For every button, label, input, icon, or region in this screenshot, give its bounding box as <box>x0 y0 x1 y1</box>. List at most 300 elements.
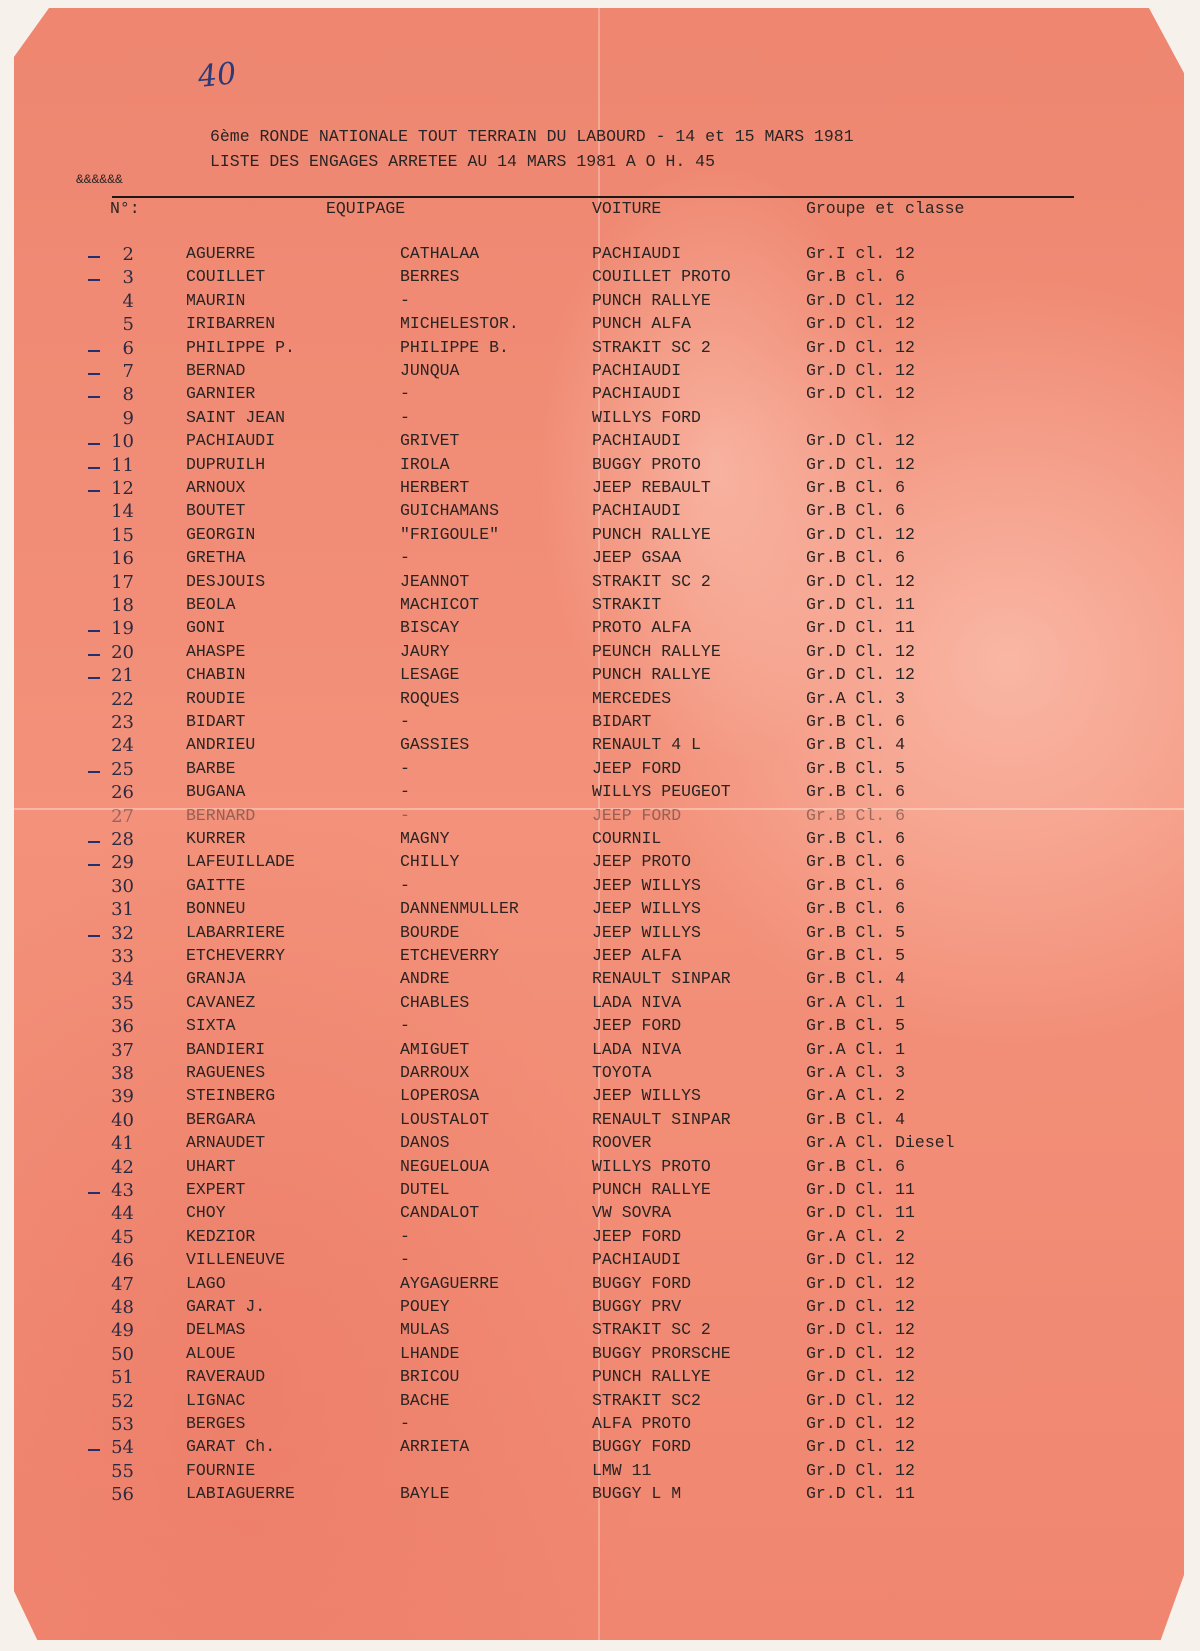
entry-number: 29 <box>111 852 134 874</box>
entry-codriver: BAYLE <box>400 1484 450 1504</box>
entry-group: Gr.B Cl. 5 <box>806 946 906 965</box>
entry-driver: SIXTA <box>186 1016 236 1036</box>
header-car: VOITURE <box>592 199 662 218</box>
entry-group: Gr.B Cl. 6 <box>806 829 906 848</box>
entry-driver: COUILLET <box>186 267 266 287</box>
entry-number: 38 <box>111 1063 134 1084</box>
entry-row <box>0 244 1200 267</box>
entry-codriver: MICHELESTOR. <box>400 314 519 334</box>
entry-driver: LAFEUILLADE <box>186 852 295 872</box>
entry-number: 8 <box>122 384 134 406</box>
entry-codriver: - <box>400 805 410 825</box>
entry-row <box>0 384 1200 407</box>
entry-car: JEEP WILLYS <box>592 1086 701 1106</box>
entry-group: Gr.B Cl. 6 <box>806 805 906 825</box>
entry-group: Gr.I cl. 12 <box>806 244 915 263</box>
entry-number: 34 <box>111 969 134 991</box>
title-line-1: 6ème RONDE NATIONALE TOUT TERRAIN DU LABOURD - 14 et 15 MARS 1981 <box>210 127 854 146</box>
entry-group: Gr.B Cl. 4 <box>806 969 906 989</box>
entry-row <box>0 1461 1200 1484</box>
entry-car: TOYOTA <box>592 1063 652 1082</box>
entry-group: Gr.D Cl. 12 <box>806 665 915 685</box>
entry-group: Gr.D Cl. 12 <box>806 1297 915 1316</box>
entry-codriver: - <box>400 548 410 568</box>
entry-codriver: CHILLY <box>400 852 460 872</box>
entry-group: Gr.A Cl. 2 <box>806 1226 906 1246</box>
entry-car: LADA NIVA <box>592 992 682 1012</box>
entry-row <box>0 478 1200 501</box>
entry-driver: BERNAD <box>186 361 246 380</box>
entry-car: STRAKIT SC 2 <box>592 337 711 357</box>
entry-codriver: "FRIGOULE" <box>400 524 500 544</box>
entry-number: 24 <box>111 735 134 757</box>
entry-car: BIDART <box>592 712 652 731</box>
entry-number: 26 <box>111 782 134 804</box>
entry-number: 41 <box>111 1133 134 1155</box>
entry-number: 33 <box>111 946 134 967</box>
entry-driver: BARBE <box>186 758 236 778</box>
entry-codriver: - <box>400 1414 410 1433</box>
entry-number: 28 <box>111 829 134 850</box>
entry-car: PEUNCH RALLYE <box>592 641 721 661</box>
entry-row <box>0 548 1200 571</box>
entry-group: Gr.B Cl. 6 <box>806 548 906 568</box>
entry-car: RENAULT 4 L <box>592 735 701 755</box>
entry-codriver: MACHICOT <box>400 595 480 614</box>
entry-group: Gr.B Cl. 4 <box>806 735 906 755</box>
entry-driver: PHILIPPE P. <box>186 337 295 357</box>
entry-driver: UHART <box>186 1156 236 1176</box>
entry-codriver: - <box>400 290 410 310</box>
entry-row <box>0 314 1200 337</box>
entry-codriver: JEANNOT <box>400 571 470 591</box>
entry-group: Gr.B Cl. 5 <box>806 922 906 942</box>
entry-codriver: IROLA <box>400 454 450 474</box>
entry-number: 30 <box>111 875 134 897</box>
entry-codriver: AMIGUET <box>400 1039 470 1059</box>
entry-row <box>0 431 1200 454</box>
entry-group: Gr.D Cl. 12 <box>806 361 915 380</box>
entry-number: 3 <box>122 267 134 289</box>
entry-codriver: - <box>400 875 410 895</box>
entry-car: PACHIAUDI <box>592 1250 682 1270</box>
entry-row <box>0 1320 1200 1343</box>
entry-codriver: LESAGE <box>400 665 460 685</box>
entry-group: Gr.D Cl. 12 <box>806 431 915 451</box>
entry-driver: ALOUE <box>186 1343 236 1363</box>
entry-car: PUNCH RALLYE <box>592 1367 711 1387</box>
entry-row <box>0 1063 1200 1086</box>
entry-number: 32 <box>111 922 134 944</box>
entry-car: LADA NIVA <box>592 1039 682 1059</box>
entry-driver: VILLENEUVE <box>186 1250 286 1270</box>
entry-group: Gr.D Cl. 12 <box>806 290 915 310</box>
entry-group: Gr.A Cl. 3 <box>806 1063 906 1082</box>
entry-number: 56 <box>111 1484 134 1506</box>
entry-codriver: CANDALOT <box>400 1203 480 1223</box>
entry-driver: ARNAUDET <box>186 1133 266 1153</box>
entry-group: Gr.D Cl. 12 <box>806 524 915 544</box>
entry-car: PACHIAUDI <box>592 244 682 263</box>
entry-row <box>0 1180 1200 1203</box>
entry-group: Gr.B cl. 6 <box>806 267 906 287</box>
entry-row <box>0 501 1200 524</box>
entry-row <box>0 759 1200 782</box>
entry-number: 53 <box>111 1414 134 1435</box>
entry-codriver: BISCAY <box>400 618 460 638</box>
entry-number: 42 <box>111 1156 134 1178</box>
entry-driver: MAURIN <box>186 290 246 310</box>
entry-codriver: DUTEL <box>400 1180 450 1199</box>
title-line-2: LISTE DES ENGAGES ARRETEE AU 14 MARS 1981 A O H. 45 <box>210 152 715 171</box>
entry-row <box>0 876 1200 899</box>
entry-row <box>0 572 1200 595</box>
entry-row <box>0 267 1200 290</box>
entry-row <box>0 1367 1200 1390</box>
entry-driver: BUGANA <box>186 782 246 802</box>
entry-group: Gr.D Cl. 12 <box>806 454 915 474</box>
entry-driver: DELMAS <box>186 1320 246 1340</box>
entry-number: 18 <box>111 595 134 616</box>
entry-group: Gr.D Cl. 12 <box>806 641 915 661</box>
entry-number: 36 <box>111 1016 134 1038</box>
entry-car: COUILLET PROTO <box>592 267 731 287</box>
entry-driver: RAGUENES <box>186 1063 266 1082</box>
entry-number: 15 <box>111 524 134 546</box>
entry-car: PACHIAUDI <box>592 384 682 404</box>
entry-number: 27 <box>111 805 134 827</box>
entry-codriver: CATHALAA <box>400 244 480 263</box>
entry-car: PUNCH RALLYE <box>592 524 711 544</box>
entry-number: 16 <box>111 548 134 570</box>
entry-row <box>0 1391 1200 1414</box>
entry-row <box>0 595 1200 618</box>
entry-row <box>0 525 1200 548</box>
entry-row <box>0 455 1200 478</box>
entry-group: Gr.D Cl. 11 <box>806 1203 915 1223</box>
entry-car: PUNCH RALLYE <box>592 665 711 685</box>
entry-number: 6 <box>122 337 134 359</box>
entry-row <box>0 1110 1200 1133</box>
entry-number: 17 <box>111 571 134 593</box>
entry-row <box>0 1157 1200 1180</box>
entry-codriver: LOPEROSA <box>400 1086 480 1106</box>
entry-group: Gr.D Cl. 12 <box>806 1320 915 1340</box>
entry-codriver: - <box>400 712 410 731</box>
entry-group: Gr.D Cl. 12 <box>806 1460 915 1480</box>
entry-codriver: - <box>400 1250 410 1270</box>
entry-row <box>0 829 1200 852</box>
entry-car: PROTO ALFA <box>592 618 692 638</box>
entry-car: BUGGY PROTO <box>592 454 701 474</box>
entry-driver: RAVERAUD <box>186 1367 266 1387</box>
entry-row <box>0 1484 1200 1507</box>
entry-codriver: BOURDE <box>400 922 460 942</box>
entry-driver: CAVANEZ <box>186 992 256 1012</box>
entry-group: Gr.B Cl. 6 <box>806 782 906 802</box>
entry-group: Gr.D Cl. 12 <box>806 1250 915 1270</box>
entry-row <box>0 735 1200 758</box>
entry-car: RENAULT SINPAR <box>592 1109 731 1129</box>
entry-number: 11 <box>111 454 134 476</box>
entry-number: 22 <box>111 688 134 710</box>
entry-row <box>0 291 1200 314</box>
entry-codriver: LHANDE <box>400 1343 460 1363</box>
entry-driver: BERGES <box>186 1414 246 1433</box>
entry-number: 21 <box>111 665 134 687</box>
entry-group: Gr.B Cl. 6 <box>806 501 906 521</box>
entry-group: Gr.D Cl. 12 <box>806 384 915 404</box>
entry-car: COURNIL <box>592 829 662 848</box>
entry-driver: FOURNIE <box>186 1460 256 1480</box>
entry-codriver: DARROUX <box>400 1063 470 1082</box>
entry-row <box>0 1227 1200 1250</box>
entry-driver: GAITTE <box>186 875 246 895</box>
entry-number: 45 <box>111 1226 134 1248</box>
entry-car: WILLYS PEUGEOT <box>592 782 731 802</box>
entry-number: 2 <box>122 244 134 265</box>
entry-group: Gr.A Cl. 1 <box>806 992 906 1012</box>
header-rule <box>112 196 1074 198</box>
entry-row <box>0 1040 1200 1063</box>
entry-group: Gr.D Cl. 11 <box>806 618 915 638</box>
entry-car: JEEP FORD <box>592 758 682 778</box>
entry-row <box>0 618 1200 641</box>
entry-number: 55 <box>111 1460 134 1482</box>
entry-codriver: BERRES <box>400 267 460 287</box>
entry-car: BUGGY PRV <box>592 1297 682 1316</box>
entry-group: Gr.B Cl. 6 <box>806 875 906 895</box>
entry-group: Gr.A Cl. Diesel <box>806 1133 955 1153</box>
entry-number: 37 <box>111 1039 134 1061</box>
entry-number: 51 <box>111 1367 134 1389</box>
handwritten-page-number: 40 <box>196 56 238 95</box>
entry-row <box>0 1414 1200 1437</box>
entry-codriver: MULAS <box>400 1320 450 1340</box>
entry-driver: GARNIER <box>186 384 256 404</box>
entry-driver: LABIAGUERRE <box>186 1484 295 1504</box>
entry-group: Gr.B Cl. 6 <box>806 852 906 872</box>
entry-car: JEEP GSAA <box>592 548 682 568</box>
entry-car: STRAKIT <box>592 595 662 614</box>
entry-driver: DESJOUIS <box>186 571 266 591</box>
entry-car: BUGGY FORD <box>592 1437 692 1457</box>
entry-row <box>0 408 1200 431</box>
corner-marks: &&&&&& <box>76 172 123 187</box>
entry-number: 10 <box>111 431 134 453</box>
entry-number: 46 <box>111 1250 134 1272</box>
entry-group: Gr.D Cl. 12 <box>806 1367 915 1387</box>
entry-driver: BONNEU <box>186 899 246 919</box>
entry-row <box>0 1274 1200 1297</box>
entry-number: 31 <box>111 899 134 921</box>
entry-driver: ARNOUX <box>186 478 246 497</box>
entry-group: Gr.B Cl. 6 <box>806 712 906 731</box>
entry-codriver: LOUSTALOT <box>400 1109 490 1129</box>
entry-group: Gr.D Cl. 12 <box>806 571 915 591</box>
entry-number: 49 <box>111 1320 134 1342</box>
entry-number: 35 <box>111 992 134 1014</box>
entry-group: Gr.D Cl. 12 <box>806 314 915 334</box>
entry-number: 14 <box>111 501 134 523</box>
entry-codriver: MAGNY <box>400 829 450 848</box>
entry-codriver: AYGAGUERRE <box>400 1273 500 1293</box>
entry-row <box>0 689 1200 712</box>
entry-driver: STEINBERG <box>186 1086 276 1106</box>
entry-row <box>0 852 1200 875</box>
entry-car: BUGGY FORD <box>592 1273 692 1293</box>
entry-row <box>0 1437 1200 1460</box>
document-title <box>210 124 854 174</box>
entry-car: STRAKIT SC2 <box>592 1390 701 1410</box>
entry-codriver: JAURY <box>400 641 450 661</box>
entry-group: Gr.D Cl. 11 <box>806 1484 915 1504</box>
entry-codriver: GRIVET <box>400 431 460 451</box>
entry-codriver: DANNENMULLER <box>400 899 519 919</box>
entry-car: JEEP FORD <box>592 1226 682 1246</box>
entry-driver: GARAT J. <box>186 1297 266 1316</box>
entry-car: ROOVER <box>592 1133 652 1153</box>
entry-codriver: GUICHAMANS <box>400 501 500 521</box>
entry-driver: PACHIAUDI <box>186 431 276 451</box>
entry-group: Gr.A Cl. 2 <box>806 1086 906 1106</box>
entry-row <box>0 712 1200 735</box>
entry-codriver: - <box>400 384 410 404</box>
entry-row <box>0 993 1200 1016</box>
entry-group: Gr.A Cl. 3 <box>806 688 906 708</box>
entry-driver: BOUTET <box>186 501 246 521</box>
entry-driver: ANDRIEU <box>186 735 256 755</box>
entry-codriver: PHILIPPE B. <box>400 337 509 357</box>
entry-row <box>0 1203 1200 1226</box>
entry-number: 5 <box>122 314 134 336</box>
entry-group: Gr.D Cl. 12 <box>806 1414 915 1433</box>
entry-number: 12 <box>111 478 134 499</box>
entry-car: VW SOVRA <box>592 1203 672 1223</box>
entry-car: RENAULT SINPAR <box>592 969 731 989</box>
entry-number: 50 <box>111 1343 134 1365</box>
entry-driver: BIDART <box>186 712 246 731</box>
entry-car: LMW 11 <box>592 1460 652 1480</box>
entry-number: 52 <box>111 1390 134 1412</box>
entry-driver: BERGARA <box>186 1109 256 1129</box>
entry-row <box>0 923 1200 946</box>
entry-codriver: ARRIETA <box>400 1437 470 1457</box>
entry-row <box>0 1297 1200 1320</box>
entry-group: Gr.D Cl. 12 <box>806 1390 915 1410</box>
entry-driver: IRIBARREN <box>186 314 276 334</box>
entry-driver: CHOY <box>186 1203 226 1223</box>
entry-row <box>0 338 1200 361</box>
entry-car: WILLYS PROTO <box>592 1156 711 1176</box>
entry-number: 25 <box>111 758 134 780</box>
entry-group: Gr.B Cl. 6 <box>806 478 906 497</box>
entry-car: WILLYS FORD <box>592 407 701 427</box>
entry-row <box>0 665 1200 688</box>
entry-group: Gr.B Cl. 5 <box>806 1016 906 1036</box>
entry-codriver: BACHE <box>400 1390 450 1410</box>
entry-row <box>0 782 1200 805</box>
entry-driver: AGUERRE <box>186 244 256 263</box>
entry-car: BUGGY PRORSCHE <box>592 1343 731 1363</box>
entry-car: PACHIAUDI <box>592 361 682 380</box>
entry-car: BUGGY L M <box>592 1484 682 1504</box>
entry-driver: LABARRIERE <box>186 922 286 942</box>
entry-number: 19 <box>111 618 134 640</box>
entry-row <box>0 1086 1200 1109</box>
entry-codriver: - <box>400 1226 410 1246</box>
entry-number: 47 <box>111 1273 134 1295</box>
entry-row <box>0 642 1200 665</box>
entry-group: Gr.D Cl. 11 <box>806 1180 915 1199</box>
entry-group: Gr.B Cl. 5 <box>806 758 906 778</box>
entry-row <box>0 1016 1200 1039</box>
entry-codriver: JUNQUA <box>400 361 460 380</box>
entry-number: 39 <box>111 1086 134 1108</box>
entry-row <box>0 806 1200 829</box>
entry-codriver: POUEY <box>400 1297 450 1316</box>
entry-number: 7 <box>122 361 134 382</box>
entry-driver: BEOLA <box>186 595 236 614</box>
entry-group: Gr.B Cl. 4 <box>806 1109 906 1129</box>
entry-driver: GRANJA <box>186 969 246 989</box>
header-group: Groupe et classe <box>806 199 965 218</box>
entry-group: Gr.D Cl. 12 <box>806 1273 915 1293</box>
entry-group: Gr.D Cl. 12 <box>806 1343 915 1363</box>
entry-codriver: CHABLES <box>400 992 470 1012</box>
entry-driver: BANDIERI <box>186 1039 266 1059</box>
entry-car: JEEP ALFA <box>592 946 682 965</box>
entry-driver: SAINT JEAN <box>186 407 286 427</box>
entry-number: 40 <box>111 1109 134 1131</box>
entry-car: JEEP FORD <box>592 1016 682 1036</box>
entry-codriver: NEGUELOUA <box>400 1156 490 1176</box>
entry-codriver: - <box>400 407 410 427</box>
entry-car: JEEP WILLYS <box>592 875 701 895</box>
entry-driver: AHASPE <box>186 641 246 661</box>
entry-driver: KURRER <box>186 829 246 848</box>
entry-car: JEEP PROTO <box>592 852 692 872</box>
entry-driver: ETCHEVERRY <box>186 946 286 965</box>
entry-codriver: HERBERT <box>400 478 470 497</box>
entry-row <box>0 1133 1200 1156</box>
entry-car: PACHIAUDI <box>592 501 682 521</box>
entry-row <box>0 1344 1200 1367</box>
entry-car: JEEP FORD <box>592 805 682 825</box>
entry-codriver: ANDRE <box>400 969 450 989</box>
entry-codriver: - <box>400 758 410 778</box>
entry-row <box>0 899 1200 922</box>
entry-group: Gr.B Cl. 6 <box>806 899 906 919</box>
entry-number: 20 <box>111 641 134 663</box>
entry-car: PUNCH RALLYE <box>592 1180 711 1199</box>
entry-driver: ROUDIE <box>186 688 246 708</box>
entry-driver: GONI <box>186 618 226 638</box>
entry-codriver: - <box>400 782 410 802</box>
entry-car: PUNCH RALLYE <box>592 290 711 310</box>
entry-row <box>0 946 1200 969</box>
entry-row <box>0 1250 1200 1273</box>
entry-number: 9 <box>122 407 134 429</box>
entry-car: PUNCH ALFA <box>592 314 692 334</box>
entry-car: MERCEDES <box>592 688 672 708</box>
entry-group: Gr.D Cl. 12 <box>806 337 915 357</box>
entry-codriver: GASSIES <box>400 735 470 755</box>
entry-driver: DUPRUILH <box>186 454 266 474</box>
entry-number: 23 <box>111 712 134 733</box>
entry-number: 54 <box>111 1437 134 1459</box>
entry-group: Gr.D Cl. 12 <box>806 1437 915 1457</box>
